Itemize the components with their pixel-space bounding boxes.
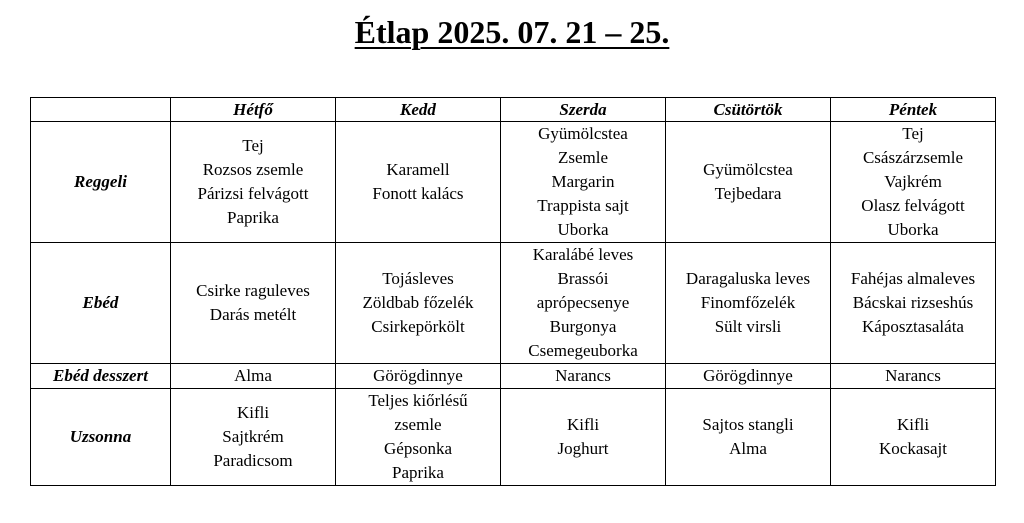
meal-label: Ebéd bbox=[31, 243, 171, 364]
dish-item: Kockasajt bbox=[879, 439, 947, 458]
menu-cell bbox=[171, 243, 336, 364]
dish-item: Görögdinnye bbox=[703, 366, 793, 385]
dish-item: Narancs bbox=[555, 366, 611, 385]
dish-item: Paradicsom bbox=[213, 451, 293, 470]
dish-item: Paprika bbox=[227, 208, 279, 227]
dish-item: Gépsonka bbox=[384, 439, 452, 458]
day-header: Hétfő bbox=[171, 98, 336, 122]
dish-item: Finomfőzelék bbox=[700, 293, 796, 312]
meal-row-ebed-desszert bbox=[31, 364, 996, 389]
dish-item: Alma bbox=[729, 439, 767, 458]
dish-item: Brassói aprópecsenye bbox=[536, 269, 630, 312]
menu-cell bbox=[501, 243, 666, 364]
menu-cell bbox=[831, 122, 996, 243]
menu-cell bbox=[666, 389, 831, 486]
dish-item: Csemegeuborka bbox=[528, 341, 638, 360]
menu-cell bbox=[171, 122, 336, 243]
menu-table bbox=[30, 97, 996, 486]
menu-cell bbox=[666, 364, 831, 389]
dish-item: Sajtkrém bbox=[222, 427, 284, 446]
dish-item: Gyümölcstea bbox=[703, 160, 793, 179]
dish-item: Káposztasaláta bbox=[862, 317, 964, 336]
day-header: Kedd bbox=[336, 98, 501, 122]
menu-cell bbox=[336, 364, 501, 389]
dish-item: Görögdinnye bbox=[373, 366, 463, 385]
menu-cell bbox=[336, 122, 501, 243]
day-header: Szerda bbox=[501, 98, 666, 122]
dish-item: Tej bbox=[902, 124, 924, 143]
menu-cell bbox=[501, 389, 666, 486]
day-header: Péntek bbox=[831, 98, 996, 122]
dish-item: Kifli bbox=[236, 403, 270, 422]
menu-cell bbox=[336, 389, 501, 486]
page-title: Étlap 2025. 07. 21 – 25. bbox=[354, 14, 670, 50]
dish-item: Uborka bbox=[887, 220, 939, 239]
day-header: Csütörtök bbox=[666, 98, 831, 122]
dish-item: Csirke raguleves bbox=[196, 281, 310, 300]
meal-label: Uzsonna bbox=[31, 389, 171, 486]
menu-cell bbox=[501, 122, 666, 243]
dish-item: Alma bbox=[234, 366, 272, 385]
dish-item: Kifli bbox=[566, 415, 600, 434]
dish-item: Párizsi felvágott bbox=[197, 184, 309, 203]
dish-item: Teljes kiőrlésű zsemle bbox=[368, 391, 468, 434]
dish-item: Karalábé leves bbox=[532, 245, 634, 264]
corner-cell bbox=[31, 98, 171, 122]
menu-cell bbox=[831, 389, 996, 486]
dish-item: Karamell bbox=[386, 160, 450, 179]
dish-item: Margarin bbox=[551, 172, 615, 191]
dish-item: Bácskai rizseshús bbox=[852, 293, 974, 312]
menu-cell bbox=[171, 389, 336, 486]
dish-item: Vajkrém bbox=[884, 172, 942, 191]
dish-item: Daragaluska leves bbox=[685, 269, 811, 288]
dish-item: Zsemle bbox=[557, 148, 609, 167]
meal-row-ebed bbox=[31, 243, 996, 364]
menu-cell bbox=[831, 364, 996, 389]
meal-label: Ebéd desszert bbox=[31, 364, 171, 389]
dish-item: Olasz felvágott bbox=[861, 196, 965, 215]
dish-item: Rozsos zsemle bbox=[202, 160, 304, 179]
dish-item: Kifli bbox=[896, 415, 930, 434]
dish-item: Uborka bbox=[557, 220, 609, 239]
dish-item: Burgonya bbox=[549, 317, 617, 336]
meal-row-reggeli bbox=[31, 122, 996, 243]
dish-item: Joghurt bbox=[557, 439, 609, 458]
dish-item: Csirkepörkölt bbox=[371, 317, 465, 336]
meal-label: Reggeli bbox=[31, 122, 171, 243]
dish-item: Tej bbox=[242, 136, 264, 155]
dish-item: Sült virsli bbox=[714, 317, 782, 336]
dish-item: Sajtos stangli bbox=[702, 415, 794, 434]
dish-item: Zöldbab főzelék bbox=[362, 293, 474, 312]
menu-cell bbox=[501, 364, 666, 389]
menu-cell bbox=[336, 243, 501, 364]
menu-cell bbox=[666, 243, 831, 364]
dish-item: Paprika bbox=[392, 463, 444, 482]
dish-item: Gyümölcstea bbox=[538, 124, 628, 143]
menu-cell bbox=[831, 243, 996, 364]
meal-row-uzsonna bbox=[31, 389, 996, 486]
dish-item: Narancs bbox=[885, 366, 941, 385]
dish-item: Tejbedara bbox=[714, 184, 782, 203]
menu-cell bbox=[171, 364, 336, 389]
dish-item: Trappista sajt bbox=[537, 196, 629, 215]
dish-item: Tojásleves bbox=[382, 269, 454, 288]
dish-item: Fahéjas almaleves bbox=[850, 269, 976, 288]
dish-item: Darás metélt bbox=[209, 305, 297, 324]
dish-item: Császárzsemle bbox=[862, 148, 964, 167]
dish-item: Fonott kalács bbox=[372, 184, 464, 203]
header-row bbox=[31, 98, 996, 122]
menu-cell bbox=[666, 122, 831, 243]
